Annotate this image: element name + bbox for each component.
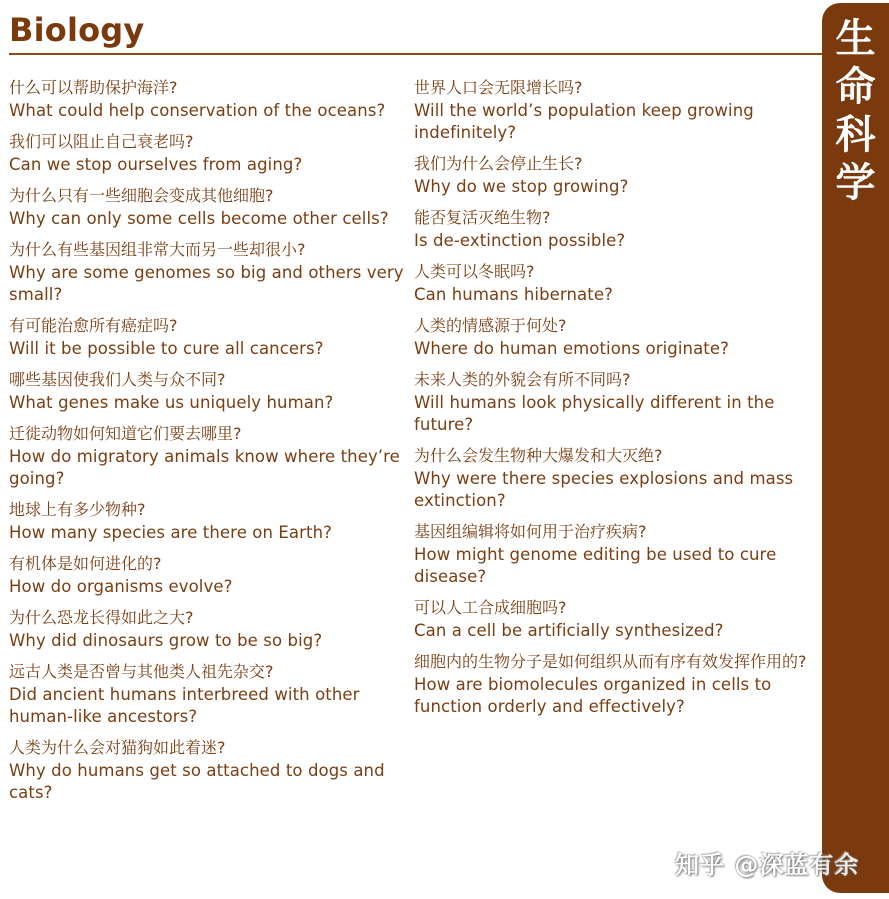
question-zh: 未来人类的外貌会有所不同吗?: [414, 370, 631, 389]
right-question-column: [414, 76, 814, 726]
question-item: [414, 314, 814, 360]
question-item: [9, 76, 404, 122]
question-en: Is de-extinction possible?: [414, 231, 626, 250]
question-zh: 人类的情感源于何处?: [414, 316, 567, 335]
question-zh: 可以人工合成细胞吗?: [414, 598, 567, 617]
question-zh: 为什么会发生物种大爆发和大灭绝?: [414, 446, 663, 465]
question-zh: 细胞内的生物分子是如何组织从而有序有效发挥作用的?: [414, 652, 807, 671]
tab-char: 命: [835, 64, 876, 110]
question-item: [414, 206, 814, 252]
question-zh: 迁徙动物如何知道它们要去哪里?: [9, 424, 242, 443]
question-item: [414, 368, 814, 436]
question-item: [414, 152, 814, 198]
tab-char: 生: [835, 16, 876, 62]
question-item: [9, 314, 404, 360]
question-en: How do migratory animals know where they’re going?: [9, 447, 400, 488]
question-zh: 为什么只有一些细胞会变成其他细胞?: [9, 186, 274, 205]
question-zh: 能否复活灭绝生物?: [414, 208, 551, 227]
question-en: Will it be possible to cure all cancers?: [9, 339, 324, 358]
question-zh: 有可能治愈所有癌症吗?: [9, 316, 178, 335]
question-zh: 人类为什么会对猫狗如此着迷?: [9, 738, 226, 757]
question-item: [9, 606, 404, 652]
page-title: Biology: [9, 11, 145, 49]
question-en: Why are some genomes so big and others very small?: [9, 263, 404, 304]
question-zh: 为什么恐龙长得如此之大?: [9, 608, 194, 627]
question-zh: 为什么有些基因组非常大而另一些却很小?: [9, 240, 306, 259]
question-en: What could help conservation of the oceans?: [9, 101, 386, 120]
question-item: [414, 76, 814, 144]
question-en: How do organisms evolve?: [9, 577, 233, 596]
question-item: [9, 552, 404, 598]
question-item: [9, 130, 404, 176]
tab-char: 学: [835, 160, 876, 206]
question-item: [414, 260, 814, 306]
question-en: Will humans look physically different in the future?: [414, 393, 775, 434]
question-en: How many species are there on Earth?: [9, 523, 332, 542]
question-item: [9, 368, 404, 414]
question-en: How might genome editing be used to cure disease?: [414, 545, 777, 586]
question-item: [9, 422, 404, 490]
question-item: [9, 184, 404, 230]
section-tab: [822, 3, 889, 893]
question-zh: 远古人类是否曾与其他类人祖先杂交?: [9, 662, 274, 681]
watermark: 知乎 @深蓝有余: [675, 851, 860, 879]
question-zh: 什么可以帮助保护海洋?: [9, 78, 178, 97]
left-question-column: [9, 76, 404, 812]
question-en: Will the world’s population keep growing indefinitely?: [414, 101, 754, 142]
question-en: Why do we stop growing?: [414, 177, 629, 196]
question-en: Can a cell be artificially synthesized?: [414, 621, 724, 640]
question-en: Why were there species explosions and mass extinction?: [414, 469, 794, 510]
question-en: Where do human emotions originate?: [414, 339, 729, 358]
title-divider: [9, 53, 822, 55]
question-zh: 哪些基因使我们人类与众不同?: [9, 370, 226, 389]
question-zh: 有机体是如何进化的?: [9, 554, 162, 573]
question-en: What genes make us uniquely human?: [9, 393, 334, 412]
question-item: [9, 736, 404, 804]
question-en: Can humans hibernate?: [414, 285, 613, 304]
question-item: [414, 650, 814, 718]
question-zh: 世界人口会无限增长吗?: [414, 78, 583, 97]
question-zh: 地球上有多少物种?: [9, 500, 146, 519]
question-item: [9, 660, 404, 728]
question-item: [414, 520, 814, 588]
question-item: [9, 238, 404, 306]
question-zh: 人类可以冬眠吗?: [414, 262, 535, 281]
section-tab-label: [822, 15, 889, 207]
tab-char: 科: [835, 112, 876, 158]
question-zh: 基因组编辑将如何用于治疗疾病?: [414, 522, 647, 541]
question-en: Why can only some cells become other cells?: [9, 209, 389, 228]
question-en: Did ancient humans interbreed with other human-like ancestors?: [9, 685, 360, 726]
question-item: [9, 498, 404, 544]
question-zh: 我们为什么会停止生长?: [414, 154, 583, 173]
question-en: Why do humans get so attached to dogs and cats?: [9, 761, 385, 802]
question-zh: 我们可以阻止自己衰老吗?: [9, 132, 194, 151]
question-en: Can we stop ourselves from aging?: [9, 155, 303, 174]
question-item: [414, 444, 814, 512]
question-item: [414, 596, 814, 642]
question-en: Why did dinosaurs grow to be so big?: [9, 631, 323, 650]
question-en: How are biomolecules organized in cells to function orderly and effectively?: [414, 675, 772, 716]
